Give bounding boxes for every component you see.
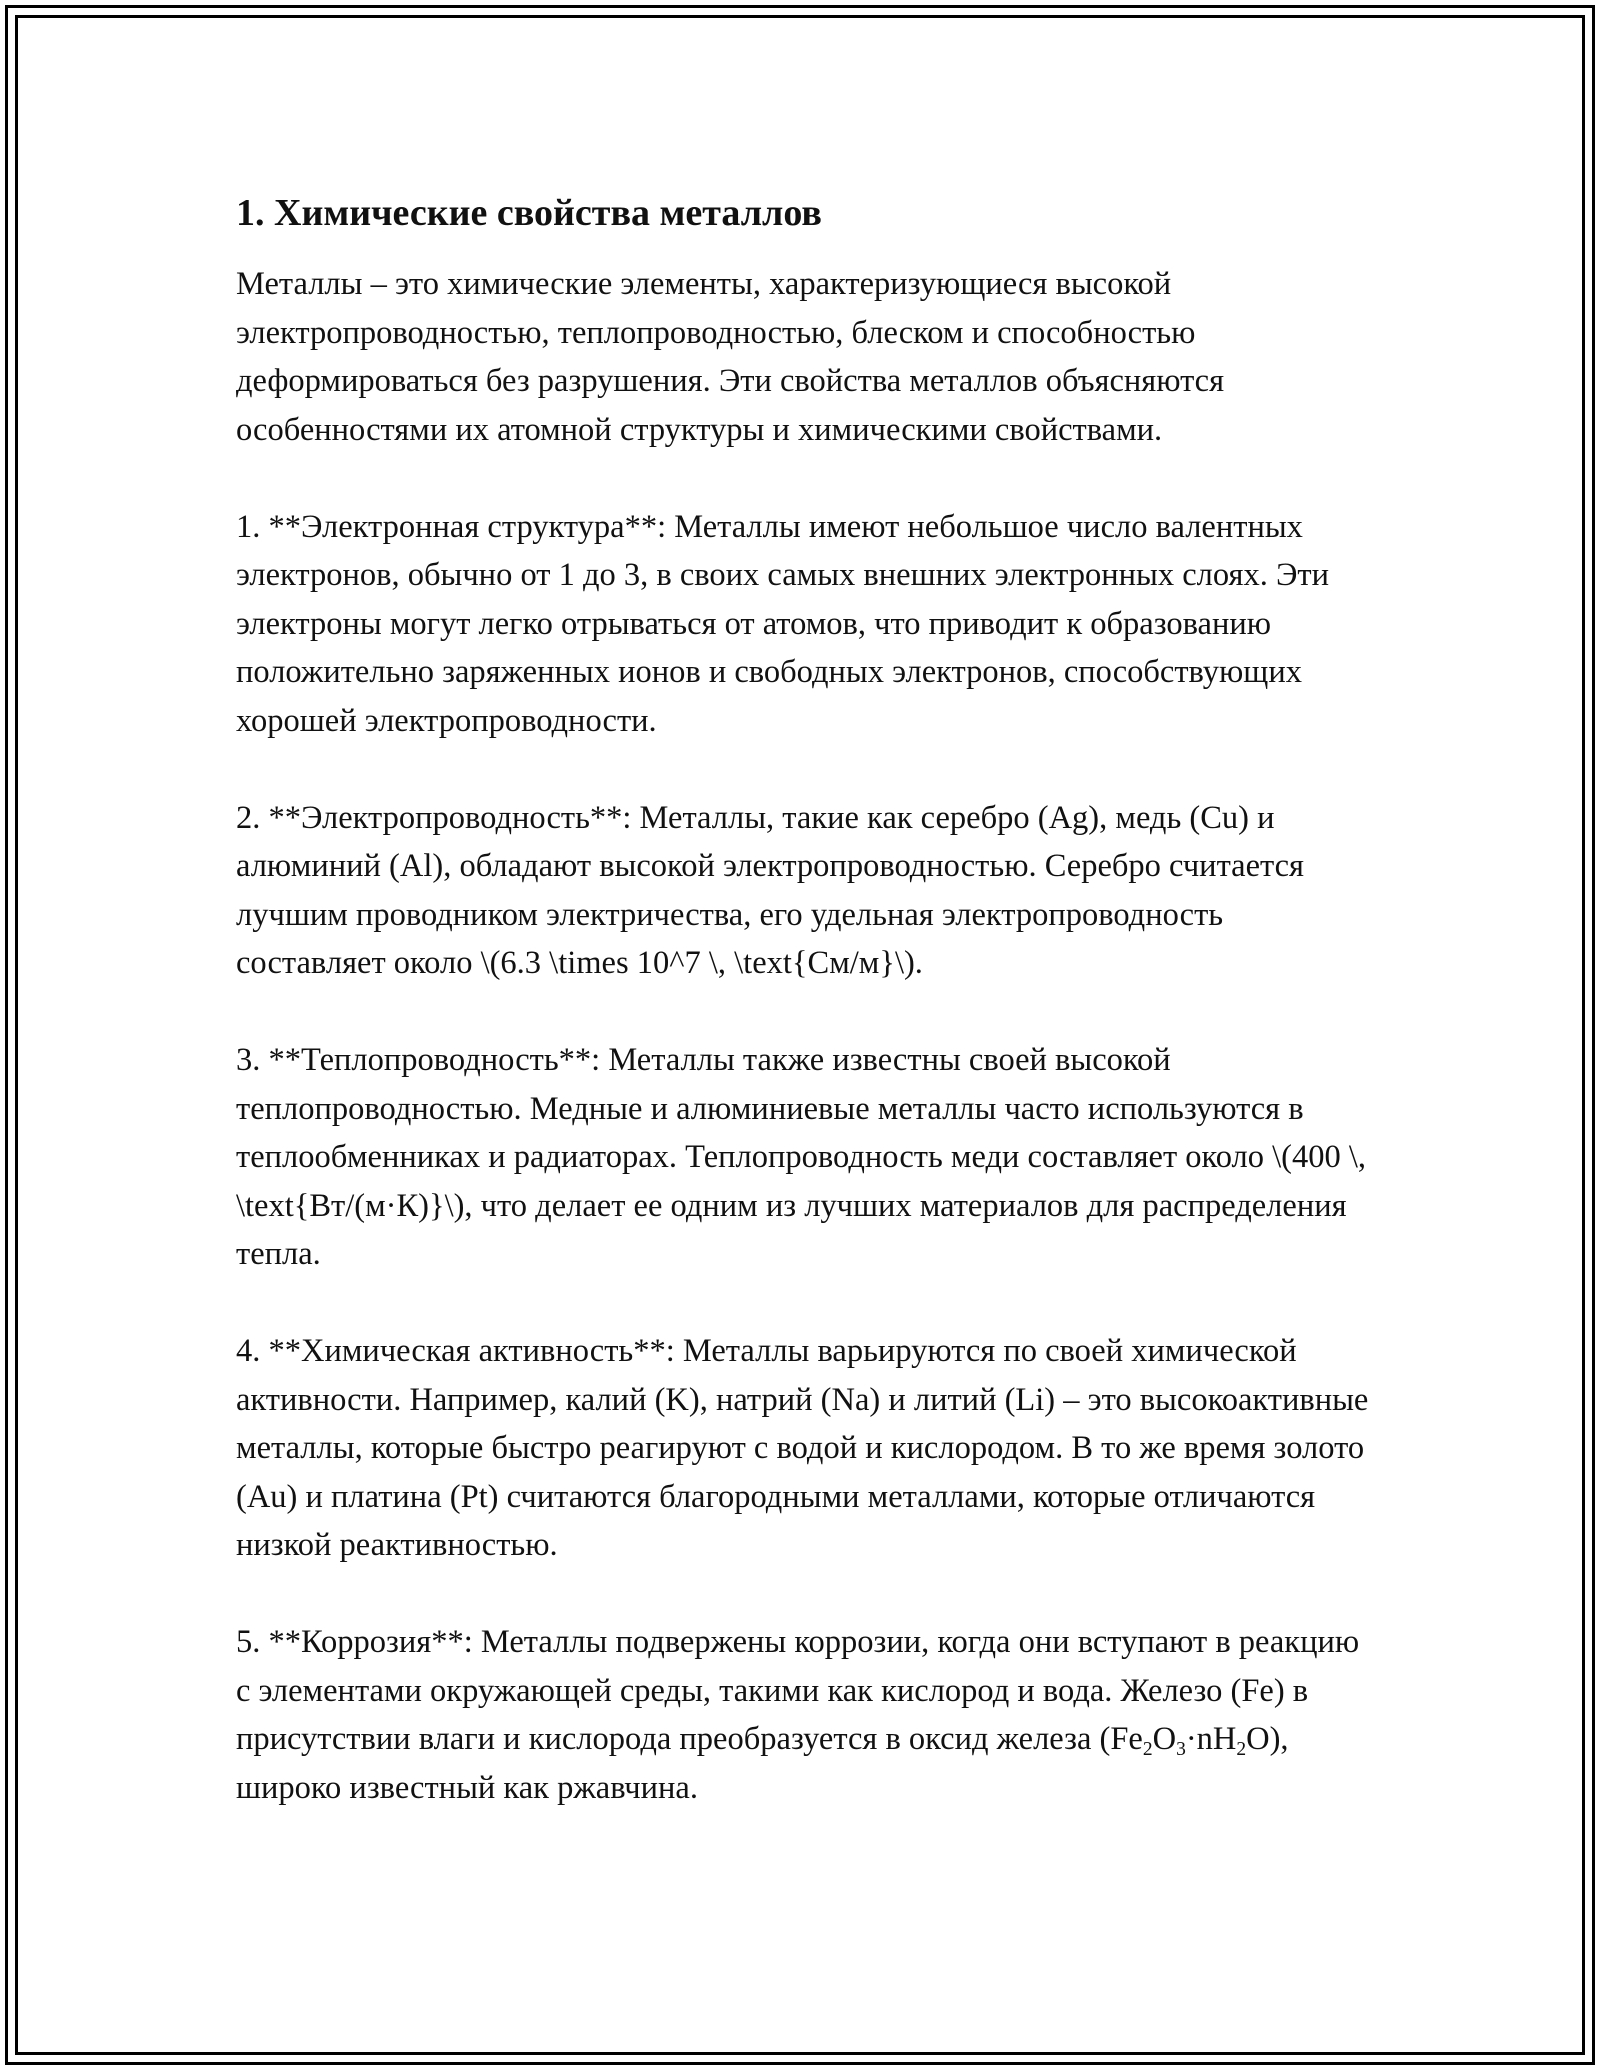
list-item-electrical-conductivity: 2. **Электропроводность**: Металлы, такие как серебро (Ag), медь (Cu) и алюминий (Al), обладают высокой электропроводностью. Серебро считается лучшим проводником электричества, его удельная электропроводность составляет около \(6.3 \times 10^7 \, \text{См/м}\). bbox=[236, 799, 1304, 981]
document-body bbox=[236, 186, 1376, 1861]
formula-part: O bbox=[1152, 1721, 1177, 1757]
list-item-electronic-structure: 1. **Электронная структура**: Металлы имеют небольшое число валентных электронов, обычно от 1 до 3, в своих самых внешних электронных слоях. Эти электроны могут легко отрываться от атомов, что приводит к образованию положительно заряженных ионов и свободных электронов, способствующих хорошей электропроводности. bbox=[236, 508, 1330, 739]
intro-paragraph: Металлы – это химические элементы, характеризующиеся высокой электропроводностью, теплопроводностью, блеском и способностью деформироваться без разрушения. Эти свойства металлов объясняются особенностями их атомной структуры и химическими свойствами. bbox=[236, 266, 1225, 448]
list-item-chemical-activity: 4. **Химическая активность**: Металлы варьируются по своей химической активности. Например, калий (K), натрий (Na) и литий (Li) – это высокоактивные металлы, которые быстро реагируют с водой и кислородом. В то же время золото (Au) и платина (Pt) считаются благородными металлами, которые отличаются низкой реактивностью. bbox=[236, 1333, 1369, 1563]
corrosion-text-end: O), широко известный как ржавчина. bbox=[236, 1721, 1297, 1806]
formula-subscript: 2 bbox=[1142, 1738, 1153, 1760]
document-title: 1. Химические свойства металлов bbox=[236, 192, 822, 234]
list-item-corrosion bbox=[236, 1618, 1376, 1812]
formula-subscript: 3 bbox=[1176, 1738, 1186, 1760]
list-item-thermal-conductivity: 3. **Теплопроводность**: Металлы также известны своей высокой теплопроводностью. Медные и алюминиевые металлы часто используются в теплообменниках и радиаторах. Теплопроводность меди составляет около \(400 \, \text{Вт/(м·К)}\), что делает ее одним из лучших материалов для распределения тепла. bbox=[236, 1042, 1366, 1272]
formula-subscript: 2 bbox=[1236, 1738, 1247, 1760]
corrosion-text-start: 5. **Коррозия**: Металлы подвержены коррозии, когда они вступают в реакцию с элементами окружающей среды, такими как кислород и вода. Железо (Fe) в присутствии влаги и кислорода преобразуется в оксид железа (Fe bbox=[236, 1624, 1368, 1757]
formula-part: ·nH bbox=[1185, 1721, 1237, 1757]
